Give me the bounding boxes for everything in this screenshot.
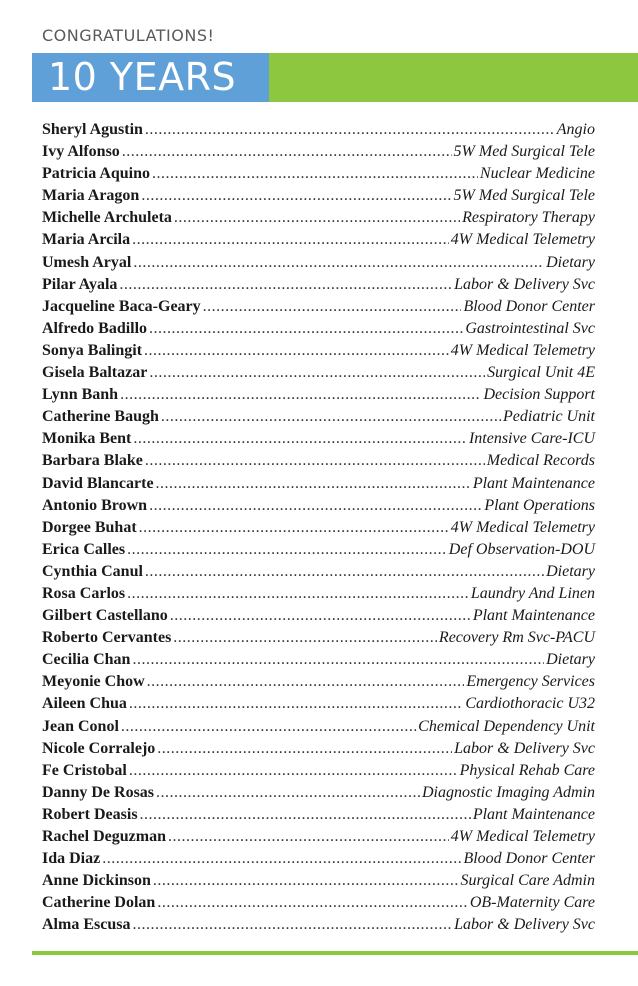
list-item [42,276,595,298]
dot-leader [127,541,447,559]
department-name: Pediatric Unit [503,408,595,426]
dot-leader [127,585,469,603]
list-item [42,916,595,938]
dot-leader [120,386,481,404]
dot-leader [145,452,485,470]
department-name: Surgical Care Admin [460,872,595,890]
list-item [42,165,595,187]
department-name: Chemical Dependency Unit [418,717,595,735]
list-item [42,452,595,474]
employee-name: Cynthia Canul [42,562,143,580]
department-name: Emergency Services [466,673,595,691]
dot-leader [149,497,482,515]
dot-leader [157,894,468,912]
department-name: 4W Medical Telemetry [450,828,595,845]
employee-name: Lynn Banh [42,386,119,404]
employee-name: Maria Aragon [42,187,140,205]
dot-leader [156,475,471,493]
employee-name: Sonya Balingit [42,341,143,359]
employee-name: Roberto Cervantes [42,629,172,647]
department-name: 4W Medical Telemetry [450,518,595,536]
employee-name: Catherine Dolan [42,894,156,912]
employee-name: Ivy Alfonso [42,143,120,161]
dot-leader [203,298,462,316]
department-name: Dietary [546,253,595,271]
list-item [42,320,595,342]
employee-name: Dorgee Buhat [42,518,137,536]
dot-leader [156,784,420,802]
list-item [42,872,595,894]
department-name: OB-Maternity Care [469,894,595,912]
list-item [42,695,595,717]
list-item [42,519,595,541]
list-item [42,121,595,143]
department-name: Plant Maintenance [472,474,595,492]
department-name: 5W Med Surgical Tele [453,143,595,161]
department-name: Plant Maintenance [472,805,595,823]
dot-leader [121,718,416,736]
department-name: 5W Med Surgical Tele [453,187,595,205]
dot-leader [133,430,467,448]
list-item [42,386,595,408]
dot-leader [174,209,460,227]
employee-name: Fe Cristobal [42,761,127,779]
dot-leader [149,364,485,382]
department-name: Angio [556,121,595,138]
employee-name: Jean Conol [42,717,119,735]
department-name: 4W Medical Telemetry [450,341,595,359]
department-name: Dietary [546,651,595,669]
department-name: Labor & Delivery Svc [454,739,595,757]
department-name: Blood Donor Center [463,297,595,315]
list-item [42,828,595,850]
employee-name: Anne Dickinson [42,872,151,890]
department-name: Respiratory Therapy [462,209,595,227]
dot-leader [141,187,451,205]
department-name: Def Observation-DOU [448,540,595,558]
list-item [42,585,595,607]
list-item [42,806,595,828]
dot-leader [133,254,544,272]
dot-leader [173,629,437,647]
employee-name: Rachel Deguzman [42,828,166,845]
employee-name: Nicole Corralejo [42,739,156,757]
dot-leader [132,916,452,934]
department-name: Recovery Rm Svc-PACU [438,629,595,647]
employee-name: Michelle Archuleta [42,209,172,227]
employee-name: Umesh Aryal [42,253,132,271]
department-name: Intensive Care-ICU [468,430,595,448]
dot-leader [132,651,544,669]
employee-name: Gilbert Castellano [42,607,168,625]
list-item [42,740,595,762]
employee-name: Maria Arcila [42,231,131,249]
list-item [42,298,595,320]
list-item [42,541,595,563]
employee-name: Erica Calles [42,540,126,558]
department-name: 4W Medical Telemetry [450,231,595,249]
list-item [42,143,595,165]
department-name: Plant Maintenance [472,607,595,625]
department-name: Decision Support [483,386,595,404]
department-name: Physical Rehab Care [459,761,595,779]
list-item [42,894,595,916]
employee-name: Sheryl Agustin [42,121,143,138]
list-item [42,718,595,740]
employee-name: Gisela Baltazar [42,364,148,382]
department-name: Dietary [546,562,595,580]
department-name: Nuclear Medicine [479,165,595,183]
department-name: Labor & Delivery Svc [454,916,595,934]
employee-name: Monika Bent [42,430,132,448]
title-banner [32,53,638,102]
list-item [42,762,595,784]
dot-leader [157,740,452,758]
employee-name: Patricia Aquino [42,165,151,183]
employee-name: Meyonie Chow [42,673,145,691]
dot-leader [145,121,555,139]
employee-name: Danny De Rosas [42,783,155,801]
employee-name: Robert Deasis [42,805,138,823]
list-item [42,254,595,276]
employee-name: Alma Escusa [42,916,131,934]
employee-name: Ida Diaz [42,850,101,868]
department-name: Surgical Unit 4E [487,364,595,382]
dot-leader [129,762,458,780]
list-item [42,342,595,364]
employee-name: Catherine Baugh [42,408,159,426]
list-item [42,430,595,452]
dot-leader [161,408,501,426]
list-item [42,673,595,695]
banner-green-block [269,53,638,102]
list-item [42,784,595,806]
list-item [42,187,595,209]
dot-leader [144,342,449,360]
department-name: Labor & Delivery Svc [454,275,595,293]
list-item [42,475,595,497]
dot-leader [147,673,465,691]
list-item [42,497,595,519]
department-name: Laundry And Linen [470,584,595,602]
list-item [42,629,595,651]
footer-divider [32,951,638,955]
list-item [42,651,595,673]
employee-name: Cecilia Chan [42,651,131,669]
list-item [42,364,595,386]
department-name: Diagnostic Imaging Admin [421,783,595,801]
dot-leader [122,143,452,161]
dot-leader [168,828,449,846]
dot-leader [129,695,463,713]
banner-blue-block [32,53,269,102]
page-title: 10 YEARS [48,55,237,99]
dot-leader [170,607,471,625]
dot-leader [119,276,452,294]
department-name: Plant Operations [484,496,595,514]
employee-name: Alfredo Badillo [42,319,148,337]
employee-name: Barbara Blake [42,452,143,470]
anniversary-list [42,121,595,938]
employee-name: Aileen Chua [42,695,127,713]
employee-name: Jacqueline Baca-Geary [42,297,201,315]
department-name: Blood Donor Center [463,850,595,868]
list-item [42,408,595,430]
list-item [42,607,595,629]
dot-leader [152,165,478,183]
dot-leader [132,231,449,249]
department-name: Cardiothoracic U32 [465,695,595,713]
dot-leader [145,563,544,581]
employee-name: Pilar Ayala [42,275,118,293]
list-item [42,850,595,872]
employee-name: David Blancarte [42,474,154,492]
dot-leader [153,872,459,890]
department-name: Medical Records [486,452,595,470]
dot-leader [140,806,471,824]
list-item [42,209,595,231]
list-item [42,231,595,253]
employee-name: Antonio Brown [42,496,148,514]
dot-leader [139,519,449,537]
list-item [42,563,595,585]
department-name: Gastrointestinal Svc [465,319,595,337]
congratulations-label: CONGRATULATIONS! [42,26,215,45]
dot-leader [102,850,461,868]
employee-name: Rosa Carlos [42,584,126,602]
dot-leader [149,320,463,338]
